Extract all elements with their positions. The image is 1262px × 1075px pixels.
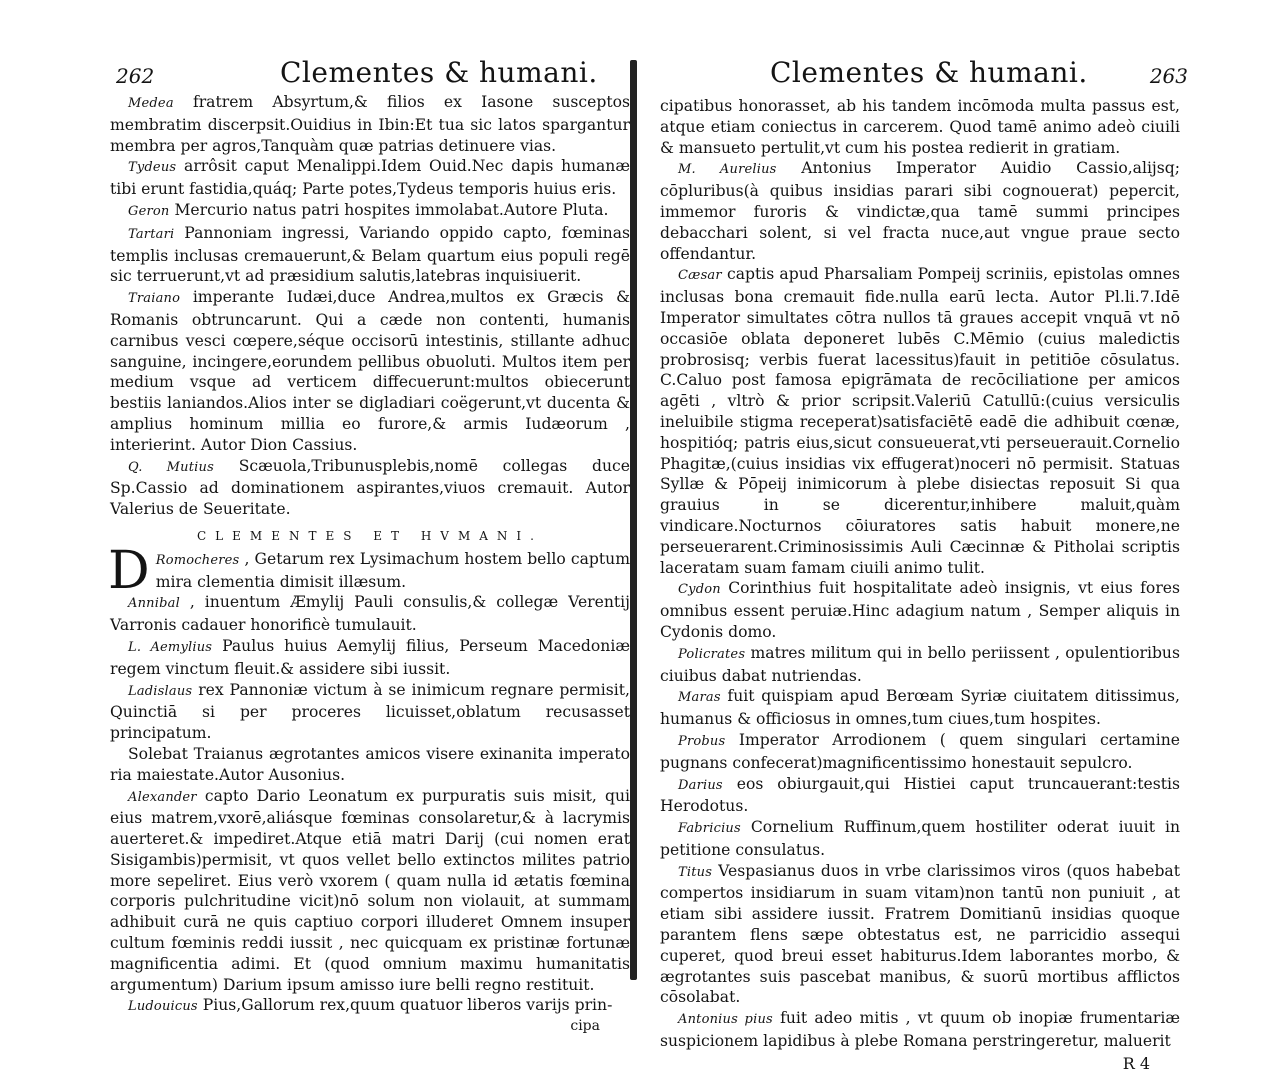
entry xyxy=(660,578,1180,642)
entry xyxy=(110,200,630,223)
entry-lemma: Policrates xyxy=(678,646,746,662)
entry xyxy=(660,730,1180,774)
entry xyxy=(110,287,630,455)
entry-text: rex Pannoniæ victum à se inimicum regnare permisit, Quinctiā si per proceres licuisset,oblatum recusasset principatum. xyxy=(110,680,630,743)
entry-lemma: Traiano xyxy=(128,291,181,307)
entry-list-after-heading xyxy=(108,540,630,1019)
entry xyxy=(110,786,630,996)
entry xyxy=(110,680,630,744)
section-start xyxy=(108,540,630,1019)
left-page-header xyxy=(110,56,630,92)
entry-lemma: Ladislaus xyxy=(128,683,193,699)
entry-lemma: Tydeus xyxy=(128,160,177,176)
signature-mark: R 4 xyxy=(1122,1053,1150,1073)
entry xyxy=(108,540,630,601)
left-page-body xyxy=(110,92,630,1037)
entry-text: captis apud Pharsaliam Pompeij scriniis, epistolas omnes inclusas bona cremauit fide.nulla earū lecta. Autor Pl.li.7.Idē Imperator simultates cōtra nullos tā graues accepit vnquā vt nō occasiōe oblata deponeret lubēs C.Mēmio (cuius maledictis probrosisq; verbis fuerat lacessitus)fauit in petitiōe cōsulatus. C.Caluo post famosa epigrāmata de recōciliatione per amicos agēti , vltrò & prior scripsit.Valeriū Catullū:(cuius versiculis ineluibile stigma receperat)satisfaciētē eadē die adhibuit cœnæ, hospitióq; patris eius,sicut consueuerat,vti perseuerauit.Cornelio Phagitæ,(cuius insidias vix effugerat)noceri nō permisit. Statuas Syllæ & Pōpeij inimicorum à plebe disiectas reposuit Si qua grauius in se dicerentur,inhibere maluit,quàm vindicare.Nocturnos cōiuratores satis habuit monere,ne perseuerarent.Criminosissimis Auli Cæcinnæ & Pitholai scriptis laceratam suam famam ciuili animo tulit. xyxy=(660,265,1180,577)
running-title: Clementes & humani. xyxy=(770,56,1088,89)
entry-text: fratrem Absyrtum,& filios ex Iasone susceptos membratim discerpsit.Ouidius in Ibin:Et tua sic latos spargantur membra per agros,Tanquàm quæ patrias detinuere vias. xyxy=(110,93,630,155)
running-title: Clementes & humani. xyxy=(280,56,598,89)
entry-lemma: Medea xyxy=(128,96,174,111)
entry xyxy=(110,744,630,786)
entry-text: Antonius Imperator Auidio Cassio,alijsq; cōpluribus(à quibus insidias parari sibi cognouerat) pepercit, immemor furoris & vindictæ,qua tamē summi principes debacchari solent, si vel fracta nuce,aut vngue praue secto offendantur. xyxy=(660,159,1181,263)
entry-text: Paulus huius Aemylij filius, Perseum Macedoniæ regem vinctum fleuit.& assidere sibi iussit. xyxy=(110,636,630,678)
entry xyxy=(110,592,630,636)
entry-text: capto Dario Leonatum ex purpuratis suis misit, qui eius matrem,vxorē,aliásque fœminas consolaretur,& à lacrymis auerteret.& impediret.Atque etiā matri Darij (cui nomen erat Sisigambis)permisit, vt quos vellet bello extinctos milites patrio more sepeliret. Eius verò vxorem ( quam nulla id ætatis fœmina corporis pulchritudine vicit)nō solum non violauit, at summam adhibuit curā ne quis captiuo corpori illuderet Omnem insuper cultum fœminis reddi iussit , nec quicquam ex pristinæ fortunæ magnificentia adimi. Et (quod omnium maximu humanitatis argumentum) Darium ipsum amisso iure belli regno restituit. xyxy=(110,786,630,994)
entry-lemma: Romocheres xyxy=(155,552,240,568)
entry xyxy=(110,995,630,1018)
entry-lemma: Titus xyxy=(678,864,713,880)
entry-text: fuit quispiam apud Berœam Syriæ ciuitatem ditissimus, humanus & officiosus in omnes,tum ciues,tum hospites. xyxy=(660,687,1180,729)
entry-lemma: Antonius pius xyxy=(678,1012,773,1028)
right-page xyxy=(660,56,1188,1073)
entry xyxy=(660,96,1180,158)
entry-text: Pannoniam ingressi, Variando oppido capto, fœminas templis inclusas cremauerunt,& Belam quartum eius populi regē sic terruerunt,vt ad præsidium salutis,latebras inquisiuerit. xyxy=(110,223,630,286)
entry-lemma: Alexander xyxy=(128,789,197,805)
entry xyxy=(660,774,1180,818)
right-page-body xyxy=(660,96,1180,1075)
entry xyxy=(660,686,1180,730)
entry-text: Vespasianus duos in vrbe clarissimos viros (quos habebat compertos insidiarum in suam vitam)non tantū non puniuit , at etiam sibi assidere iussit. Fratrem Domitianū insidias quoque parantem flens sæpe obtestatus est, ne parricidio assequi cuperet, quod breui esset habiturus.Idem laborantes morbo, & ægrotantes suis pascebat manibus, & suorū mortibus afflictos cōsolabat. xyxy=(660,861,1180,1007)
entry xyxy=(110,92,630,156)
entry xyxy=(660,817,1180,861)
entry xyxy=(110,456,630,520)
entry-text: Mercurio natus patri hospites immolabat.Autore Pluta. xyxy=(174,200,609,219)
entry-lemma: Tartari xyxy=(128,226,175,242)
entry xyxy=(110,156,630,200)
entry-text: Pius,Gallorum rex,quum quatuor liberos varijs prin- xyxy=(202,996,613,1015)
entry-lemma: L. Aemylius xyxy=(128,639,213,655)
entry-text: , inuentum Æmylij Pauli consulis,& collegæ Verentij Varronis cadauer honorificè tumulauit. xyxy=(110,593,630,635)
entry-list xyxy=(110,92,630,520)
entry-text: Imperator Arrodionem ( quem singulari certamine pugnans confecerat)magnificentissimo honestauit sepulcro. xyxy=(660,730,1180,772)
entry-text: eos obiurgauit,qui Histiei caput truncauerant:testis Herodotus. xyxy=(660,774,1180,816)
entry-lemma: Geron xyxy=(128,203,170,219)
entry-text: , Getarum rex Lysimachum hostem bello captum mira clementia dimisit illæsum. xyxy=(155,549,630,591)
entry-lemma: Cæsar xyxy=(678,268,722,284)
entry-lemma: Annibal xyxy=(128,596,180,612)
section-heading: CLEMENTES ET HVMANI. xyxy=(197,528,543,543)
entry xyxy=(660,643,1180,687)
entry-text: Corinthius fuit hospitalitate adeò insignis, vt eius fores omnibus essent peruiæ.Hinc adagium natum , Semper aliquis in Cydonis domo. xyxy=(660,579,1180,641)
left-page xyxy=(108,56,630,1035)
entry-lemma: Darius xyxy=(678,777,723,793)
entry xyxy=(660,1008,1180,1052)
entry-lemma: Ludouicus xyxy=(128,999,198,1015)
entry-text: imperante Iudæi,duce Andrea,multos ex Græcis & Romanis obtruncarunt. Qui a cæde non contenti, humanis carnibus vesci cœpere,séque occisorū intestinis, stillante adhuc sanguine, incingere,eorundem pellibus obuoluti. Multos item per medium vsque ad verticem diffecuerunt:multos obiecerunt bestiis laniandos.Alios inter se digladiari coëgerunt,vt ducenta & amplius hominum millia eo furore,& armis Iudæorum , interierint. Autor Dion Cassius. xyxy=(110,288,630,454)
page-number: 262 xyxy=(116,64,155,88)
entry-lemma: Probus xyxy=(678,733,726,749)
drop-cap: D xyxy=(108,540,150,601)
entry-text: cipatibus honorasset, ab his tandem incōmoda multa passus est, atque etiam coniectus in carcerem. Quod tamē animo adeò ciuili & mansueto pertulit,vt cum his postea redierit in gratiam. xyxy=(660,97,1180,157)
entry-lemma: Maras xyxy=(678,690,721,706)
entry-text: fuit adeo mitis , vt quum ob inopiæ frumentariæ suspicionem lapidibus à plebe Romana perstringeretur, maluerit xyxy=(660,1009,1180,1051)
entry-text: Cornelium Ruffinum,quem hostiliter oderat iuuit in petitione consulatus. xyxy=(660,818,1180,859)
right-page-header xyxy=(660,56,1188,92)
entry xyxy=(660,158,1180,264)
entry xyxy=(110,636,630,680)
entry-text: arrôsit caput Menalippi.Idem Ouid.Nec dapis humanæ tibi erunt fastidia,quáq; Parte potes,Tydeus temporis huius eris. xyxy=(110,157,630,199)
entry xyxy=(660,861,1180,1009)
entry xyxy=(660,264,1180,578)
entry-list xyxy=(660,96,1180,1052)
entry-text: Scæuola,Tribunusplebis,nomē collegas duce Sp.Cassio ad dominationem aspirantes,viuos cremauit. Autor Valerius de Seueritate. xyxy=(110,456,630,519)
entry-text: Solebat Traianus ægrotantes amicos visere exinanita imperato ria maiestate.Autor Ausonius. xyxy=(110,744,630,784)
entry-text: matres militum qui in bello periissent , opulentioribus ciuibus dabat nutriendas. xyxy=(660,643,1180,685)
page-number: 263 xyxy=(1149,64,1188,88)
book-gutter xyxy=(630,60,637,980)
entry-lemma: Q. Mutius xyxy=(128,459,214,475)
entry-lemma: M. Aurelius xyxy=(678,162,777,178)
entry xyxy=(110,223,630,287)
entry-lemma: Cydon xyxy=(678,582,721,598)
entry-lemma: Fabricius xyxy=(678,821,741,837)
catchword: cipa xyxy=(570,1018,600,1035)
